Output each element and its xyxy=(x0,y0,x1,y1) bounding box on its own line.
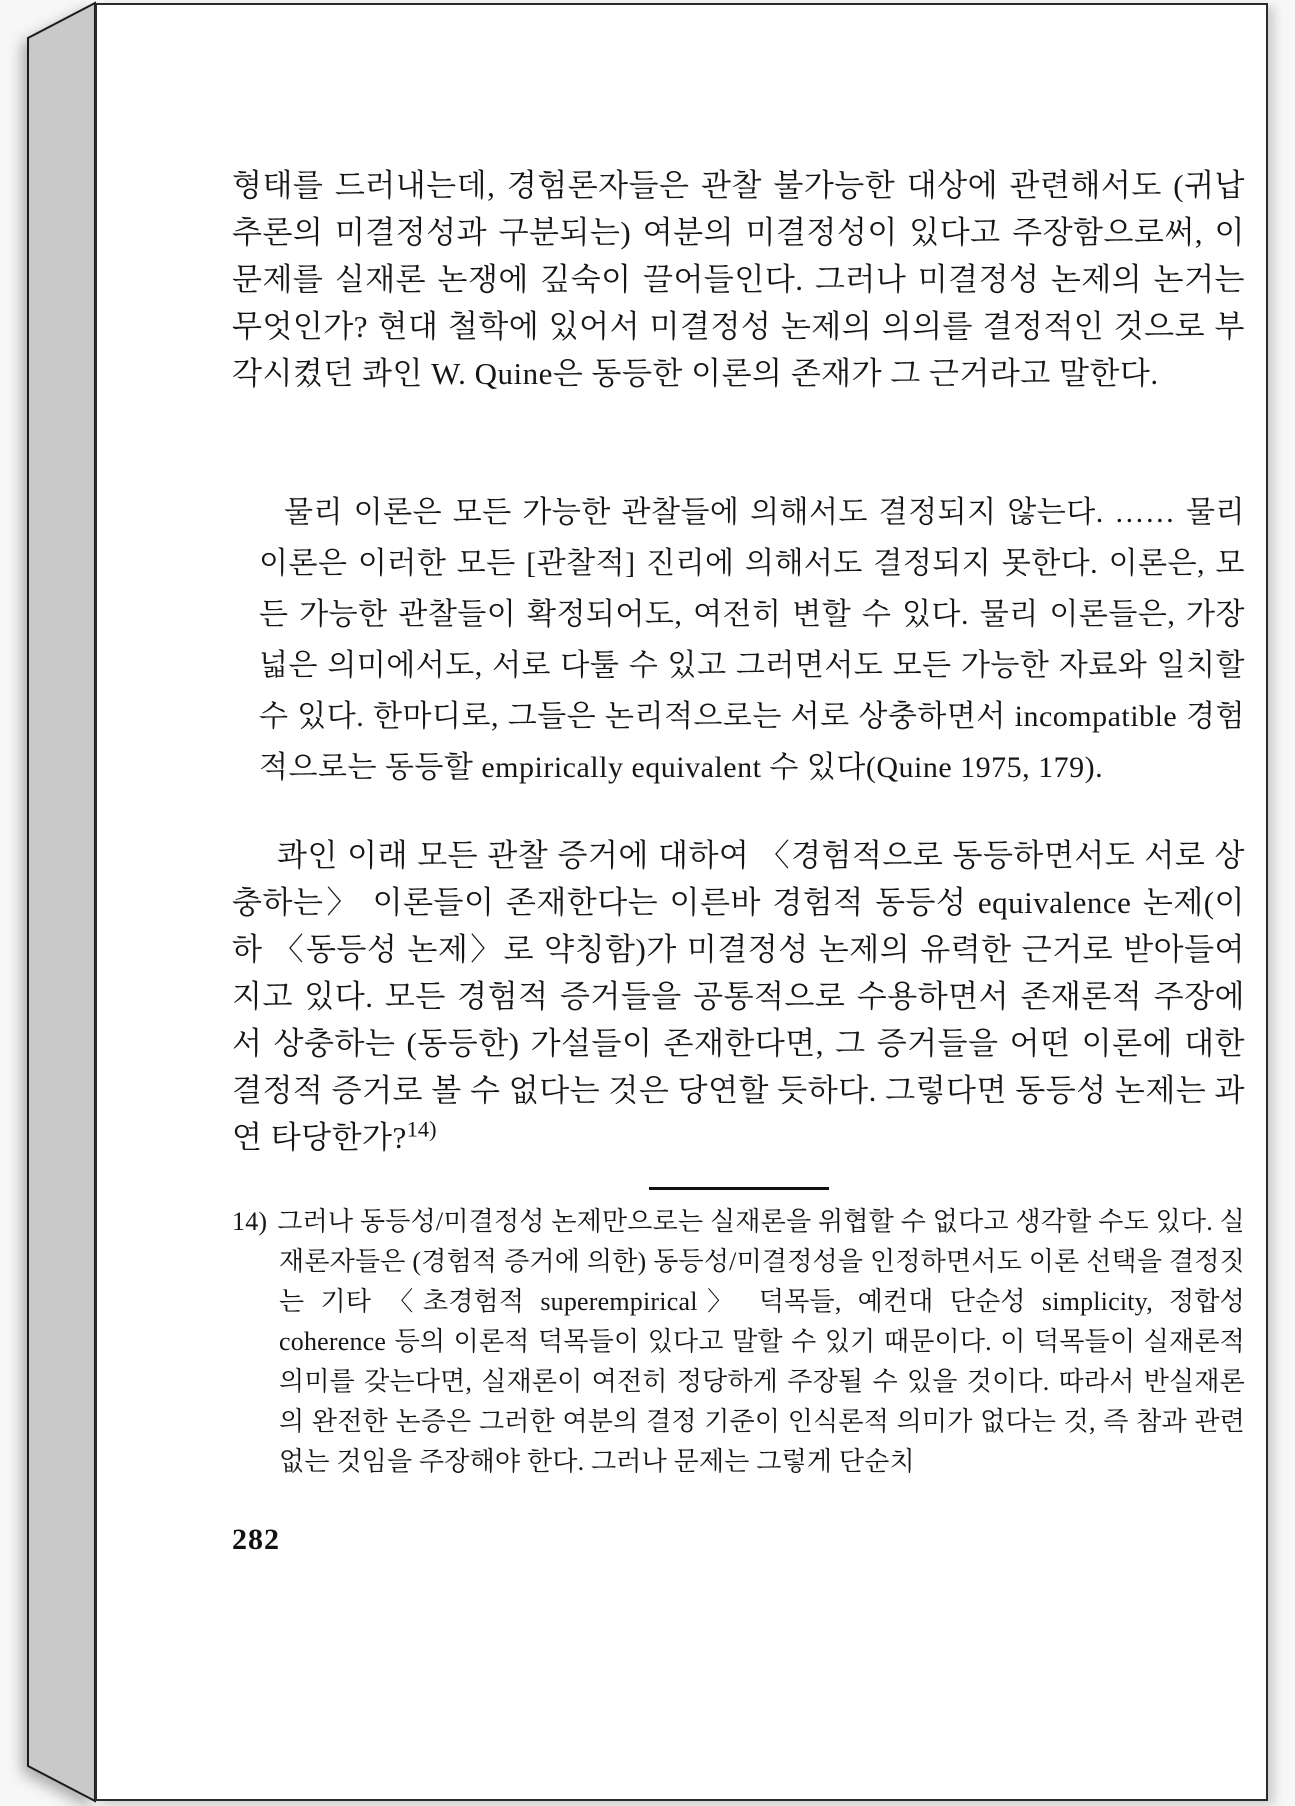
book-edge-shape xyxy=(28,3,95,1801)
footnote-separator-rule xyxy=(649,1187,829,1190)
body-paragraph-text: 콰인 이래 모든 관찰 증거에 대하여 〈경험적으로 동등하면서도 서로 상충하는〉 이론들이 존재한다는 이른바 경험적 동등성 equivalence 논제(이하 〈동등성 논제〉로 약칭함)가 미결정성 논제의 유력한 근거로 받아들여지고 있다. 모든 경험적 증거들을 공통적으로 수용하면서 존재론적 주장에서 상충하는 (동등한) 가설들이 존재한다면, 그 증거들을 어떤 이론에 대한 결정적 증거로 볼 수 없다는 것은 당연할 듯하다. 그렇다면 동등성 논제는 과연 타당한가? xyxy=(232,838,1245,1155)
footnote xyxy=(232,1202,1245,1482)
footnote-reference: 14) xyxy=(406,1116,437,1142)
body-paragraph-continuation: 형태를 드러내는데, 경험론자들은 관찰 불가능한 대상에 관련해서도 (귀납 추론의 미결정성과 구분되는) 여분의 미결정성이 있다고 주장함으로써, 이 문제를 실재론 논쟁에 깊숙이 끌어들인다. 그러나 미결정성 논제의 논거는 무엇인가? 현대 철학에 있어서 미결정성 논제의 의의를 결정적인 것으로 부각시켰던 콰인 W. Quine은 동등한 이론의 존재가 그 근거라고 말한다. xyxy=(232,168,1245,391)
block-quote: 물리 이론은 모든 가능한 관찰들에 의해서도 결정되지 않는다. …… 물리 이론은 이러한 모든 [관찰적] 진리에 의해서도 결정되지 못한다. 이론은, 모든 가능한 관찰들이 확정되어도, 여전히 변할 수 있다. 물리 이론들은, 가장 넓은 의미에서도, 서로 다툴 수 있고 그러면서도 모든 가능한 자료와 일치할 수 있다. 한마디로, 그들은 논리적으로는 서로 상충하면서 incompatible 경험적으로는 동등할 empirically equivalent 수 있다(Quine 1975, 179). xyxy=(259,496,1245,784)
page-number: 282 xyxy=(232,1523,280,1556)
book-page-surface xyxy=(95,3,1268,1801)
footnote-text: 그러나 동등성/미결정성 논제만으로는 실재론을 위협할 수 없다고 생각할 수도 있다. 실재론자들은 (경험적 증거에 의한) 동등성/미결정성을 인정하면서도 이론 선택을 결정짓는 기타 〈초경험적 superempirical〉 덕목들, 예컨대 단순성 simplicity, 정합성 coherence 등의 이론적 덕목들이 있다고 말할 수 있기 때문이다. 이 덕목들이 실재론적 의미를 갖는다면, 실재론이 여전히 정당하게 주장될 수 있을 것이다. 따라서 반실재론의 완전한 논증은 그러한 여분의 결정 기준이 인식론적 의미가 없다는 것, 즉 참과 관련 없는 것임을 주장해야 한다. 그러나 문제는 그렇게 단순치 xyxy=(277,1207,1245,1476)
text-column xyxy=(232,5,1245,1557)
body-paragraph xyxy=(232,832,1245,1161)
footnote-marker: 14) xyxy=(232,1207,268,1236)
